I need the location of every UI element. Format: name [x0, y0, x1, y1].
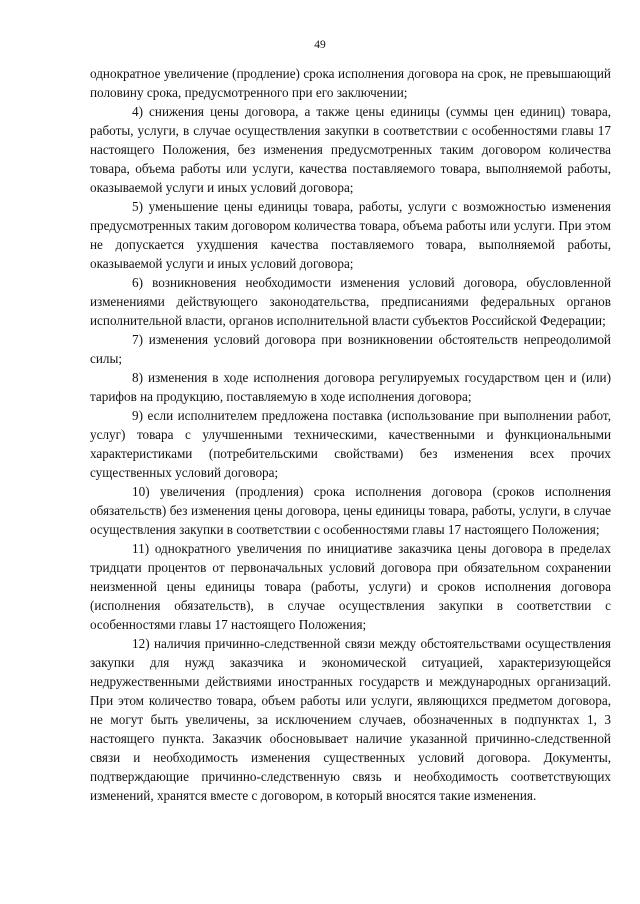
paragraph-item-10: 10) увеличения (продления) срока исполнения договора (сроков исполнения обязательств) без изменения цены договора, цены единицы товара, работы, услуги, в случае осуществления закупки в соответствии с особенностями главы 17 настоящего Положения;	[90, 484, 611, 537]
paragraph-continuation: однократное увеличение (продление) срока исполнения договора на срок, не превышающий половину срока, предусмотренного при его заключении;	[90, 66, 611, 100]
page-number: 49	[314, 39, 326, 51]
paragraph-item-4: 4) снижения цены договора, а также цены единицы (суммы цен единиц) товара, работы, услуги, в случае осуществления закупки в соответствии с особенностями главы 17 настоящего Положения, без изменения предусмотренных таким договором количества товара, объема работы или услуги, качества поставляемого товара, выполняемой работы, оказываемой услуги и иных условий договора;	[90, 104, 611, 195]
paragraph-item-5: 5) уменьшение цены единицы товара, работы, услуги с возможностью изменения предусмотренных таким договором количества товара, объема работы или услуги. При этом не допускается ухудшения качества поставляемого товара, выполняемой работы, оказываемой услуги и иных условий договора;	[90, 199, 611, 271]
paragraph-item-11: 11) однократного увеличения по инициативе заказчика цены договора в пределах тридцати процентов от первоначальных условий договора при обязательном сохранении неизменной цены единицы товара (работы, услуги) и сроков исполнения договора (исполнения обязательств), в случае осуществления закупки в соответствии с особенностями главы 17 настоящего Положения;	[90, 541, 611, 632]
paragraph-item-9: 9) если исполнителем предложена поставка (использование при выполнении работ, услуг) товара с улучшенными техническими, качественными и функциональными характеристиками (потребительскими свойствами) без изменения всех прочих существенных условий договора;	[90, 408, 611, 480]
paragraph-item-8: 8) изменения в ходе исполнения договора регулируемых государством цен и (или) тарифов на продукцию, поставляемую в ходе исполнения договора;	[90, 370, 611, 404]
paragraph-item-7: 7) изменения условий договора при возникновении обстоятельств непреодолимой силы;	[90, 332, 611, 366]
document-body	[90, 64, 611, 805]
paragraph-item-6: 6) возникновения необходимости изменения условий договора, обусловленной изменениями действующего законодательства, предписаниями федеральных органов исполнительной власти, органов исполнительной власти субъектов Российской Федерации;	[90, 275, 611, 328]
paragraph-item-12: 12) наличия причинно-следственной связи между обстоятельствами осуществления закупки для нужд заказчика и экономической ситуацией, характеризующейся недружественными действиями иностранных государств и международных организаций. При этом количество товара, объем работы или услуги, являющихся предметом договора, не могут быть увеличены, за исключением случаев, обозначенных в подпунктах 1, 3 настоящего пункта. Заказчик обосновывает наличие указанной причинно-следственной связи и необходимость изменения существенных условий договора. Документы, подтверждающие причинно-следственную связь и необходимость соответствующих изменений, хранятся вместе с договором, в который вносятся такие изменения.	[90, 636, 611, 803]
